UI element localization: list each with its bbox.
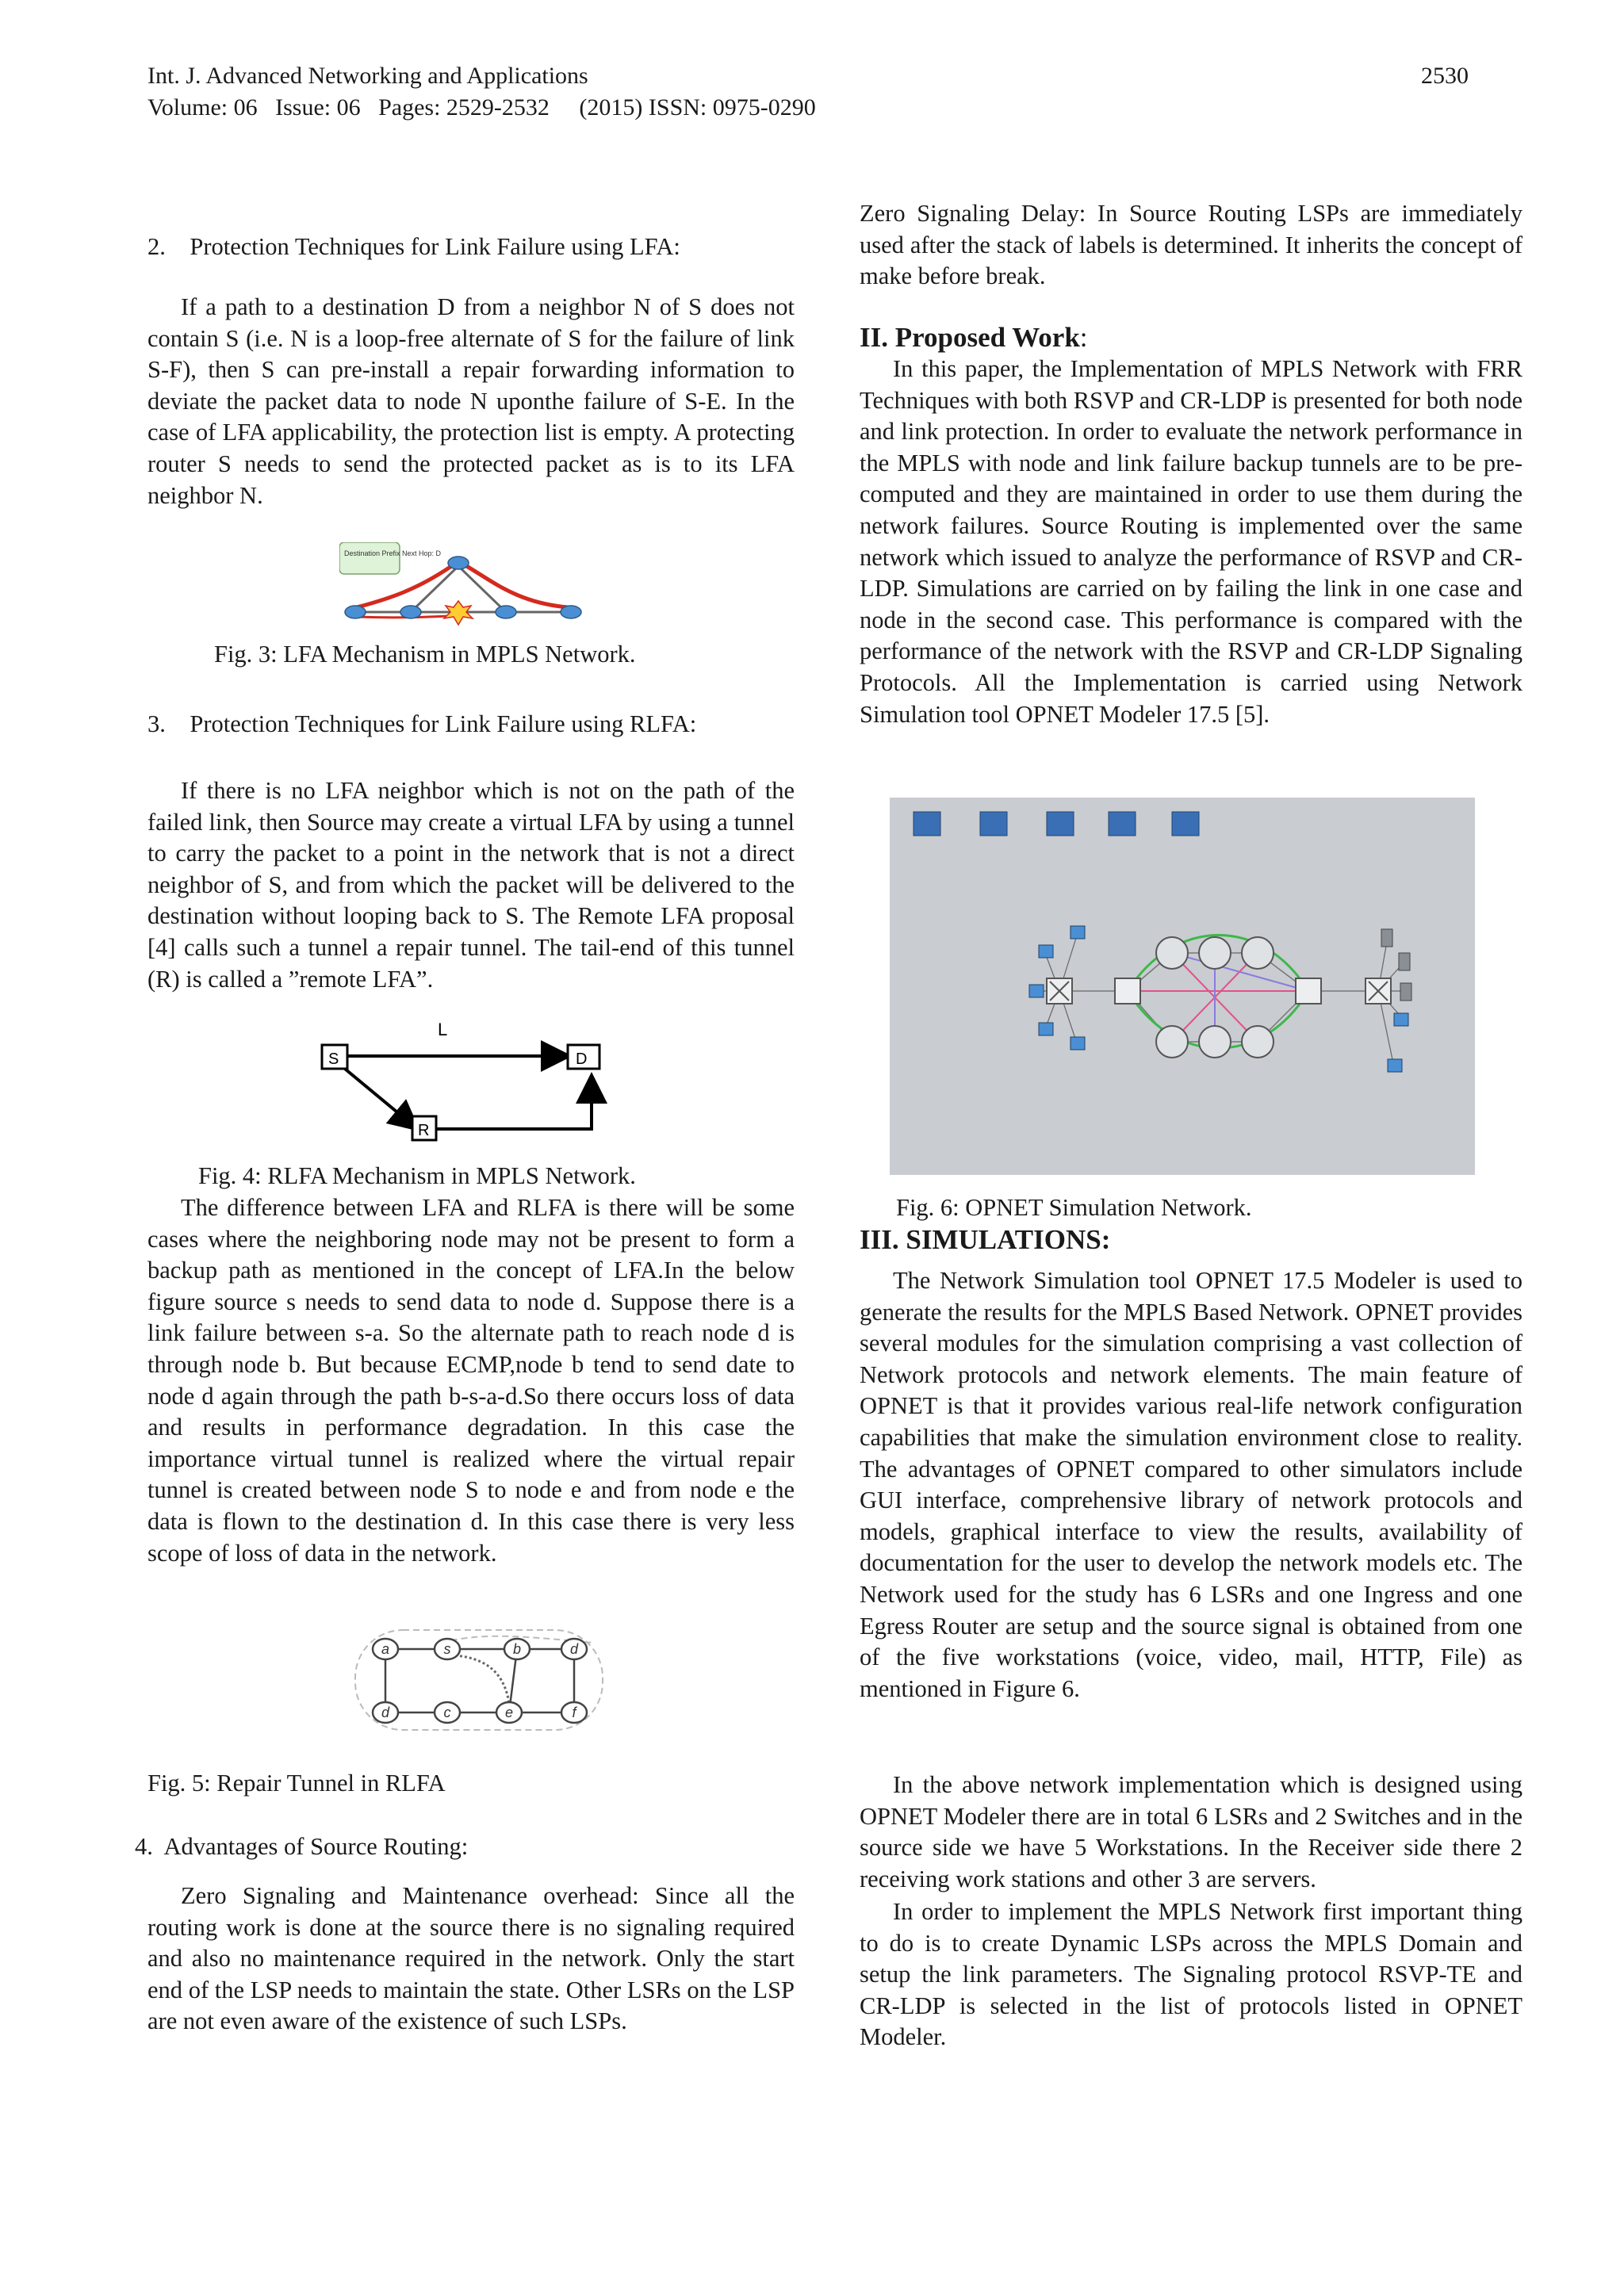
- config-node-icon: [1109, 812, 1136, 836]
- workstation-icon: [1029, 985, 1044, 997]
- router-icon: [1115, 978, 1140, 1004]
- paragraph-rlfa: If there is no LFA neighbor which is not on the path of the failed link, then Source may create a virtual LFA by using a tunnel to carry the packet to a point in the network that is not a direct neighbor of S, and from which the packet will be delivered to the destination without looping back to S. The Remote LFA proposal [4] calls such a tunnel a repair tunnel. The tail-end of this tunnel (R) is called a ”remote LFA”.: [147, 777, 795, 993]
- server-icon: [1381, 929, 1392, 947]
- fig4-node-S-label: S: [328, 1050, 339, 1068]
- router-icon: [561, 606, 581, 618]
- lsr-router-icon: [1242, 937, 1274, 969]
- config-node-icon: [1172, 812, 1199, 836]
- paragraph-proposed-work: In this paper, the Implementation of MPLS Network with FRR Techniques with both RSVP and CR-LDP is presented for both node and link protection. In order to evaluate the network performance in the MPLS with node and link failure backup tunnels are to be pre-computed and they are maintained in order to use them during the network failures. Source Routing is implemented over the same network which issued to analyze the performance of RSVP and CR-LDP. Simulations are carried on by failing the link in one case and node in the second case. This performance is compared with the performance of the network with the RSVP and CR-LDP Signaling Protocols. All the Implementation is carried using Network Simulation tool OPNET Modeler 17.5 [5].: [860, 355, 1522, 728]
- workstation-icon: [1071, 926, 1085, 939]
- router-icon: [496, 606, 516, 618]
- figure-rlfa-mechanism: [314, 1018, 615, 1145]
- workstation-icon: [1039, 945, 1053, 958]
- callout-box: [339, 542, 400, 574]
- fig5-label: b: [512, 1641, 522, 1657]
- config-node-icon: [980, 812, 1007, 836]
- lsr-router-icon: [1199, 1026, 1231, 1058]
- section-simulations: [860, 1223, 1522, 1257]
- lsr-router-icon: [1156, 1026, 1188, 1058]
- fig3-caption: Fig. 3: LFA Mechanism in MPLS Network.: [214, 641, 636, 668]
- paragraph-zero-delay: Zero Signaling Delay: In Source Routing LSPs are immediately used after the stack of labels is determined. It inherits the concept of make before break.: [860, 200, 1522, 290]
- workstation-icon: [1039, 1023, 1053, 1035]
- workstation-icon: [1394, 1013, 1408, 1026]
- fig5-label: a: [381, 1641, 390, 1657]
- fig5-label: d: [381, 1705, 390, 1720]
- paragraph-lfa-vs-rlfa: The difference between LFA and RLFA is there will be some cases where the neighboring node may not be present to form a backup path as mentioned in the concept of LFA.In the below figure source s needs to send data to node d. Suppose there is a link failure between s-a. So the alternate path to reach node d is through node b. But because ECMP,node b tend to send date to node d again through the path b-s-a-d.So there occurs loss of data and results in performance degradation. In this case the importance virtual tunnel is realized where the virtual repair tunnel is created between node S to node e and from node e the data is flown to the destination d. In this case there is very less scope of loss of data in the network.: [147, 1194, 795, 1567]
- fig5-caption: Fig. 5: Repair Tunnel in RLFA: [147, 1770, 446, 1797]
- router-icon: [1296, 978, 1321, 1004]
- journal-title: Int. J. Advanced Networking and Applications: [147, 63, 588, 89]
- paragraph-simulations-3: In order to implement the MPLS Network first important thing to do is to create Dynamic LSPs across the MPLS Domain and setup the link parameters. The Signaling protocol RSVP-TE and CR-LDP is selected in the list of protocols listed in OPNET Modeler.: [860, 1898, 1522, 2051]
- server-icon: [1400, 983, 1411, 1001]
- fig4-label-L: L: [438, 1020, 448, 1039]
- fig3-callout-text: Destination Prefix Next Hop: D: [344, 549, 442, 557]
- fig5-label: c: [443, 1705, 451, 1720]
- paragraph-zero-overhead: Zero Signaling and Maintenance overhead: Since all the routing work is done at the source there is no signaling required and also no maintenance required in the network. Only the start end of the LSP needs to maintain the state. Other LSRs on the LSP are not even aware of the existence of such LSPs.: [147, 1882, 795, 2035]
- heading-source-routing: 4. Advantages of Source Routing:: [135, 1833, 469, 1860]
- lsr-router-icon: [1156, 937, 1188, 969]
- paragraph-simulations-1: The Network Simulation tool OPNET 17.5 Modeler is used to generate the results for the MPLS Based Network. OPNET provides several modules for the simulation comprising a vast collection of Network protocols and network elements. The main feature of OPNET is that it provides various real-life network configuration capabilities that make the simulation environment close to reality. The advantages of OPNET compared to other simulators include GUI interface, comprehensive library of network protocols and models, graphical interface to view the results, availability of documentation for the user to develop the network models etc. The Network used for the study has 6 LSRs and one Ingress and one Egress Router are setup and the source signal is obtained from one of the five workstations (voice, video, mail, HTTP, File) as mentioned in Figure 6.: [860, 1267, 1522, 1702]
- paragraph-simulations-2: In the above network implementation which is designed using OPNET Modeler there are in total 6 LSRs and 2 Switches and in the source side we have 5 Workstations. In the Receiver side there 2 receiving work stations and other 3 are servers.: [860, 1771, 1522, 1892]
- fig5-label: s: [443, 1641, 451, 1657]
- paragraph-lfa: If a path to a destination D from a neighbor N of S does not contain S (i.e. N is a loop-free alternate of S for the failure of link S-F), then S can pre-install a repair forwarding information to deviate the packet data to node N uponthe failure of S-E. In the case of LFA applicability, the protection list is empty. A protecting router S needs to send the protected packet as is to its LFA neighbor N.: [147, 293, 795, 509]
- lsr-router-icon: [1242, 1026, 1274, 1058]
- router-icon: [345, 606, 366, 618]
- page-number: 2530: [1421, 63, 1469, 89]
- fig4-caption: Fig. 4: RLFA Mechanism in MPLS Network.: [198, 1162, 636, 1189]
- config-node-icon: [914, 812, 940, 836]
- workstation-icon: [1071, 1037, 1085, 1050]
- router-icon: [448, 557, 469, 569]
- figure-lfa-mechanism: [339, 542, 590, 628]
- section-title: II. Proposed Work: [860, 322, 1080, 353]
- server-icon: [1399, 953, 1410, 970]
- heading-lfa: 2. Protection Techniques for Link Failure using LFA:: [147, 233, 680, 260]
- figure-repair-tunnel: [354, 1627, 607, 1735]
- heading-rlfa: 3. Protection Techniques for Link Failure using RLFA:: [147, 710, 697, 737]
- config-node-icon: [1047, 812, 1074, 836]
- volume-line: Volume: 06 Issue: 06 Pages: 2529-2532 (2015) ISSN: 0975-0290: [147, 94, 816, 121]
- fig5-label: e: [504, 1705, 514, 1720]
- section-proposed-work: [860, 320, 1522, 355]
- lsr-router-icon: [1199, 937, 1231, 969]
- fig5-label: f: [572, 1705, 576, 1720]
- router-icon: [400, 606, 421, 618]
- fig4-node-D-label: D: [576, 1050, 588, 1068]
- section-title: III. SIMULATIONS:: [860, 1224, 1111, 1255]
- fig6-caption: Fig. 6: OPNET Simulation Network.: [896, 1194, 1252, 1221]
- figure-opnet-network: [890, 798, 1475, 1175]
- fig5-label: d: [569, 1641, 579, 1657]
- workstation-icon: [1388, 1059, 1402, 1072]
- fig4-node-R-label: R: [418, 1122, 430, 1139]
- section-colon: :: [1079, 322, 1088, 353]
